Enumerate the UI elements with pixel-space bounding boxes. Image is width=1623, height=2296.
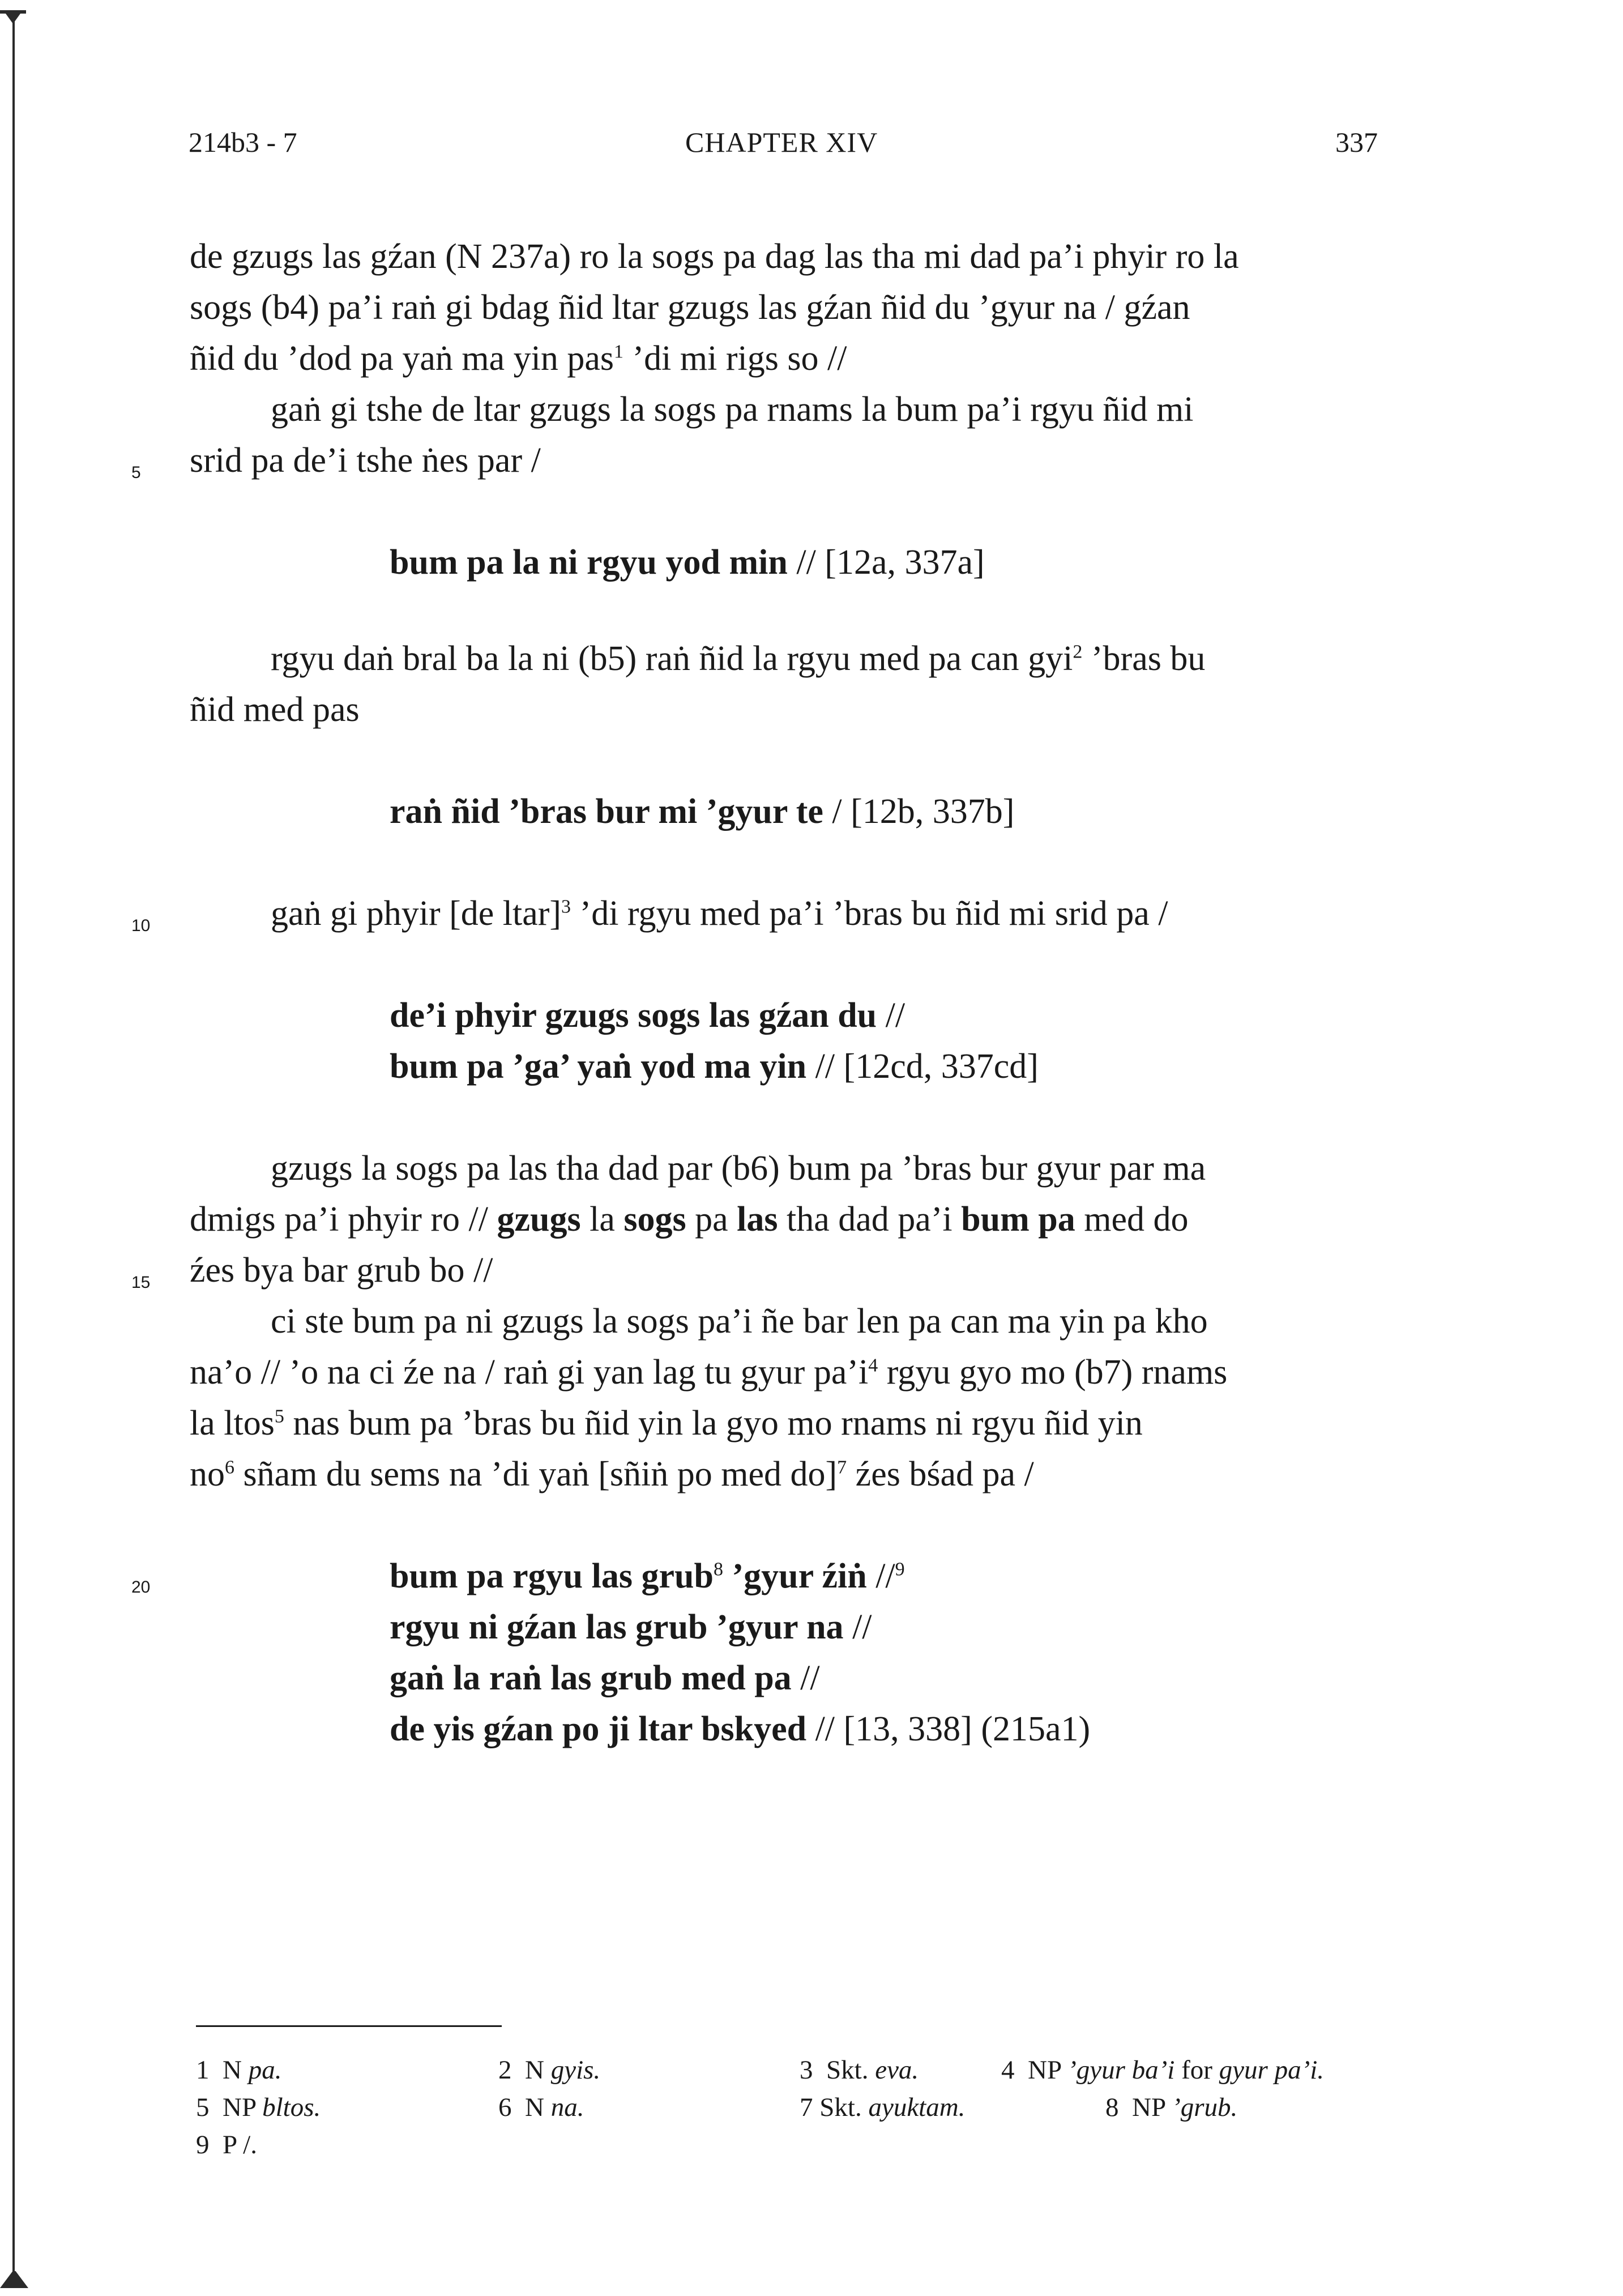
verse-line: bum pa la ni rgyu yod min // [12a, 337a] [390,543,985,582]
footnote-ref: 2 [1073,641,1083,663]
footnote-ref: 4 [868,1355,878,1376]
line-number-20: 20 [131,1578,151,1597]
footnote-4: 4 NP ’gyur ba’i for gyur pa’i. [1001,2055,1325,2085]
text-line: gaṅ gi tshe de ltar gzugs la sogs pa rnams la bum pa’i rgyu ñid mi [271,390,1194,429]
text-line: ci ste bum pa ni gzugs la sogs pa’i ñe bar len pa can ma yin pa kho [271,1302,1208,1341]
text-line: de gzugs las gźan (N 237a) ro la sogs pa dag las tha mi dad pa’i phyir ro la [190,237,1239,276]
footnote-ref: 1 [614,341,624,362]
verse-line: bum pa ’ga’ yaṅ yod ma yin // [12cd, 337cd] [390,1047,1039,1086]
header-chapter-title: CHAPTER XIV [685,126,878,158]
line-number-15: 15 [131,1273,151,1292]
footnote-5: 5 NP bltos. [196,2093,321,2122]
text-line: gaṅ gi phyir [de ltar]$^3$ ’di rgyu med pa’i ’bras bu ñid mi srid pa / [271,894,1168,933]
footnote-8: 8 NP ’grub. [1105,2093,1238,2122]
text-line: ñid med pas [190,690,360,729]
footnote-6: 6 N na. [498,2093,584,2122]
verse-line: de yis gźan po ji ltar bskyed // [13, 338] (215a1) [390,1710,1091,1748]
text-line: dmigs pa’i phyir ro // gzugs la sogs pa las tha dad pa’i bum pa med do [190,1200,1189,1239]
footnote-ref: 7 [837,1457,847,1478]
text-line: gzugs la sogs pa las tha dad par (b6) bum pa ’bras bur gyur par ma [271,1149,1206,1188]
footnote-2: 2 N gyis. [498,2055,601,2085]
footnote-ref: 5 [274,1406,284,1427]
page-edge-mark-top [0,10,26,14]
verse-line: bum pa rgyu las grub$^8$ ’gyur źiṅ //$^9$ [390,1557,905,1595]
footnote-1: 1 N pa. [196,2055,282,2085]
text-line: ñid du ’dod pa yaṅ ma yin pas$^1$ ’di mi rigs so // [190,339,847,378]
line-number-5: 5 [131,463,141,482]
header-page-number: 337 [1335,126,1378,158]
text-line: $no^6$ sñam du sems na ’di yaṅ [sñiṅ po med do]$^7$ źes bśad pa / [190,1455,1034,1493]
text-line: źes bya bar grub bo // [190,1251,493,1290]
footnote-ref: 8 [713,1559,723,1580]
footnote-3: 3 Skt. eva. [800,2055,919,2085]
text-line: na’o // ’o na ci źe na / raṅ gi yan lag tu gyur $pa’i^4$ rgyu gyo mo (b7) rnams [190,1353,1228,1392]
verse-line: rgyu ni gźan las grub ’gyur na // [390,1608,872,1646]
text-line: la ltos$^5$ nas bum pa ’bras bu ñid yin la gyo mo rnams ni rgyu ñid yin [190,1404,1143,1443]
page-edge-mark-top-point [6,14,20,24]
footnote-ref: 6 [225,1457,234,1478]
page-edge-mark-bottom [0,2271,28,2288]
footnote-7: 7 Skt. ayuktam. [800,2093,966,2122]
verse-line: de’i phyir gzugs sogs las gźan du // [390,996,906,1035]
footnote-ref: 3 [561,896,571,917]
text-line: rgyu daṅ bral ba la ni (b5) raṅ ñid la rgyu med pa can gyi$^2$ ’bras bu [271,639,1206,678]
page-edge-line [12,11,15,2277]
verse-line: raṅ ñid ’bras bur mi ’gyur te / [12b, 337b] [390,792,1015,831]
text-line: srid pa de’i tshe ṅes par / [190,441,541,480]
footnote-ref: 9 [895,1559,905,1580]
verse-line: gaṅ la raṅ las grub med pa // [390,1659,820,1697]
header-reference: 214b3 - 7 [189,126,297,158]
line-number-10: 10 [131,916,151,935]
text-line: sogs (b4) pa’i raṅ gi bdag ñid ltar gzugs las gźan ñid du ’gyur na / gźan [190,288,1190,327]
footnote-9: 9 P /. [196,2130,257,2160]
footnote-divider [196,2025,502,2027]
